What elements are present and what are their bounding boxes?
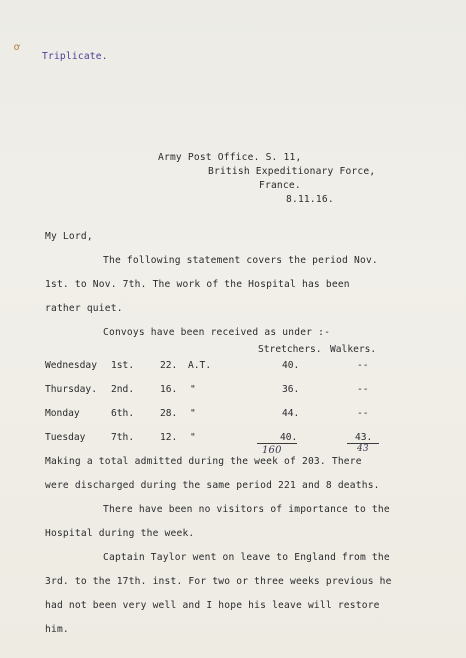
row-unit: A.T. [188, 360, 212, 371]
row-day: Thursday. [45, 384, 97, 395]
convoys-intro: Convoys have been received as under :- [103, 327, 331, 338]
row-convoy-number: 22. [160, 360, 178, 371]
row-convoy-number: 12. [160, 432, 178, 443]
row-date: 6th. [111, 408, 135, 419]
paragraph-line: There have been no visitors of importance to the [103, 504, 390, 515]
handwritten-total-stretchers: 160 [262, 445, 282, 456]
handwritten-total-walkers: 43 [357, 444, 369, 454]
row-date: 1st. [111, 360, 135, 371]
row-day: Wednesday [45, 360, 97, 371]
copy-mark: Triplicate. [42, 51, 108, 62]
paragraph-line: rather quiet. [45, 303, 123, 314]
row-stretchers: 40. [282, 360, 300, 371]
row-convoy-number: 28. [160, 408, 178, 419]
row-stretchers: 40. [280, 432, 298, 443]
row-unit: " [190, 432, 196, 443]
row-walkers: -- [357, 408, 369, 419]
paragraph-line: had not been very well and I hope his leave will restore [45, 600, 380, 611]
row-date: 2nd. [111, 384, 135, 395]
paragraph-line: Making a total admitted during the week of 203. There [45, 456, 362, 467]
address-line: British Expeditionary Force, [208, 166, 376, 177]
row-stretchers: 36. [282, 384, 300, 395]
paragraph-line: were discharged during the same period 221 and 8 deaths. [45, 480, 380, 491]
row-unit: " [190, 408, 196, 419]
salutation: My Lord, [45, 231, 93, 242]
sum-underline-stretchers [257, 443, 297, 444]
row-unit: " [190, 384, 196, 395]
paragraph-line: 3rd. to the 17th. inst. For two or three weeks previous he [45, 576, 392, 587]
column-header-stretchers: Stretchers. [258, 344, 322, 355]
letter-date: 8.11.16. [286, 194, 334, 205]
paragraph-line: Captain Taylor went on leave to England from the [103, 552, 390, 563]
address-line: France. [259, 180, 301, 191]
column-header-walkers: Walkers. [330, 344, 377, 355]
paragraph-line: Hospital during the week. [45, 528, 195, 539]
paragraph-line: him. [45, 624, 69, 635]
row-convoy-number: 16. [160, 384, 178, 395]
row-date: 7th. [111, 432, 135, 443]
row-day: Monday [45, 408, 80, 419]
paragraph-line: 1st. to Nov. 7th. The work of the Hospital has been [45, 279, 350, 290]
row-walkers: 43. [355, 432, 373, 443]
paragraph-line: The following statement covers the period Nov. [103, 255, 378, 266]
ink-mark: ơ [14, 42, 21, 53]
row-walkers: -- [357, 384, 369, 395]
row-walkers: -- [357, 360, 369, 371]
address-line: Army Post Office. S. 11, [158, 152, 302, 163]
row-stretchers: 44. [282, 408, 300, 419]
row-day: Tuesday [45, 432, 86, 443]
